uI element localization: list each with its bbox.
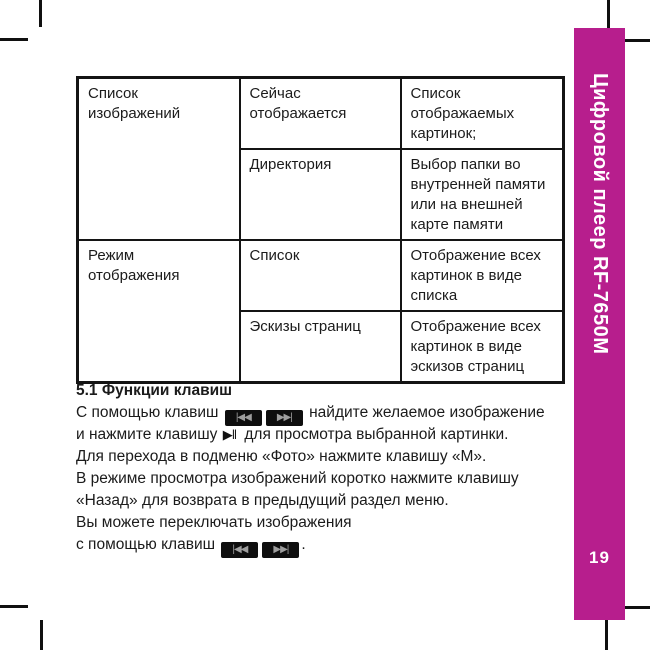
- body-line: [76, 534, 581, 556]
- body-text: для просмотра выбранной картинки.: [244, 426, 509, 443]
- crop-mark-bottom-right-vertical: [605, 620, 608, 650]
- body-text: с помощью клавиш: [76, 536, 216, 553]
- sidebar-title: Цифровой плеер RF-7650M: [589, 73, 611, 355]
- table-cell-option: Сейчас отображается: [240, 78, 401, 150]
- crop-mark-top-left-vertical: [39, 0, 42, 27]
- body-line: [76, 424, 581, 446]
- table-row: [78, 78, 564, 150]
- next-track-icon: ▶▶|: [266, 410, 303, 426]
- table-cell-description: Отображение всех картинок в виде списка: [401, 240, 564, 311]
- crop-mark-bottom-right-horizontal: [621, 606, 650, 609]
- body-line: В режиме просмотра изображений коротко нажмите клавишу: [76, 470, 519, 487]
- crop-mark-bottom-left-vertical: [40, 620, 43, 650]
- crop-mark-top-right-vertical: [607, 0, 610, 28]
- body-line: «Назад» для возврата в предыдущий раздел меню.: [76, 492, 449, 509]
- body-line: Вы можете переключать изображения: [76, 514, 352, 531]
- table-cell-description: Отображение всех картинок в виде эскизов страниц: [401, 311, 564, 383]
- table-cell-description: Список отображаемых картинок;: [401, 78, 564, 150]
- table-cell-option: Директория: [240, 149, 401, 240]
- body-line: Для перехода в подменю «Фото» нажмите клавишу «М».: [76, 448, 487, 465]
- table-cell-group-1: Список изображений: [78, 78, 240, 241]
- key-functions-section: [76, 382, 581, 556]
- body-text: С помощью клавиш: [76, 404, 219, 421]
- crop-mark-top-right-horizontal: [621, 39, 650, 42]
- section-heading: 5.1 Функции клавиш: [76, 382, 233, 399]
- photo-settings-table: [76, 76, 565, 384]
- play-pause-icon: ▶‖: [222, 427, 237, 442]
- table-cell-description: Выбор папки во внутренней памяти или на внешней карте памяти: [401, 149, 564, 240]
- table-cell-option: Эскизы страниц: [240, 311, 401, 383]
- crop-mark-top-left-horizontal: [0, 38, 28, 41]
- page-number: 19: [589, 548, 610, 567]
- body-text: и нажмите клавишу: [76, 426, 218, 443]
- crop-mark-bottom-left-horizontal: [0, 605, 28, 608]
- table-row: [78, 240, 564, 311]
- next-track-icon: ▶▶|: [262, 542, 299, 558]
- previous-track-icon: |◀◀: [225, 410, 262, 426]
- table-cell-group-2: Режим отображения: [78, 240, 240, 383]
- previous-track-icon: |◀◀: [221, 542, 258, 558]
- body-line: [76, 402, 581, 424]
- body-text: найдите желаемое изображение: [309, 404, 545, 421]
- sidebar-tab: [574, 28, 625, 620]
- body-text: .: [301, 536, 306, 553]
- table-cell-option: Список: [240, 240, 401, 311]
